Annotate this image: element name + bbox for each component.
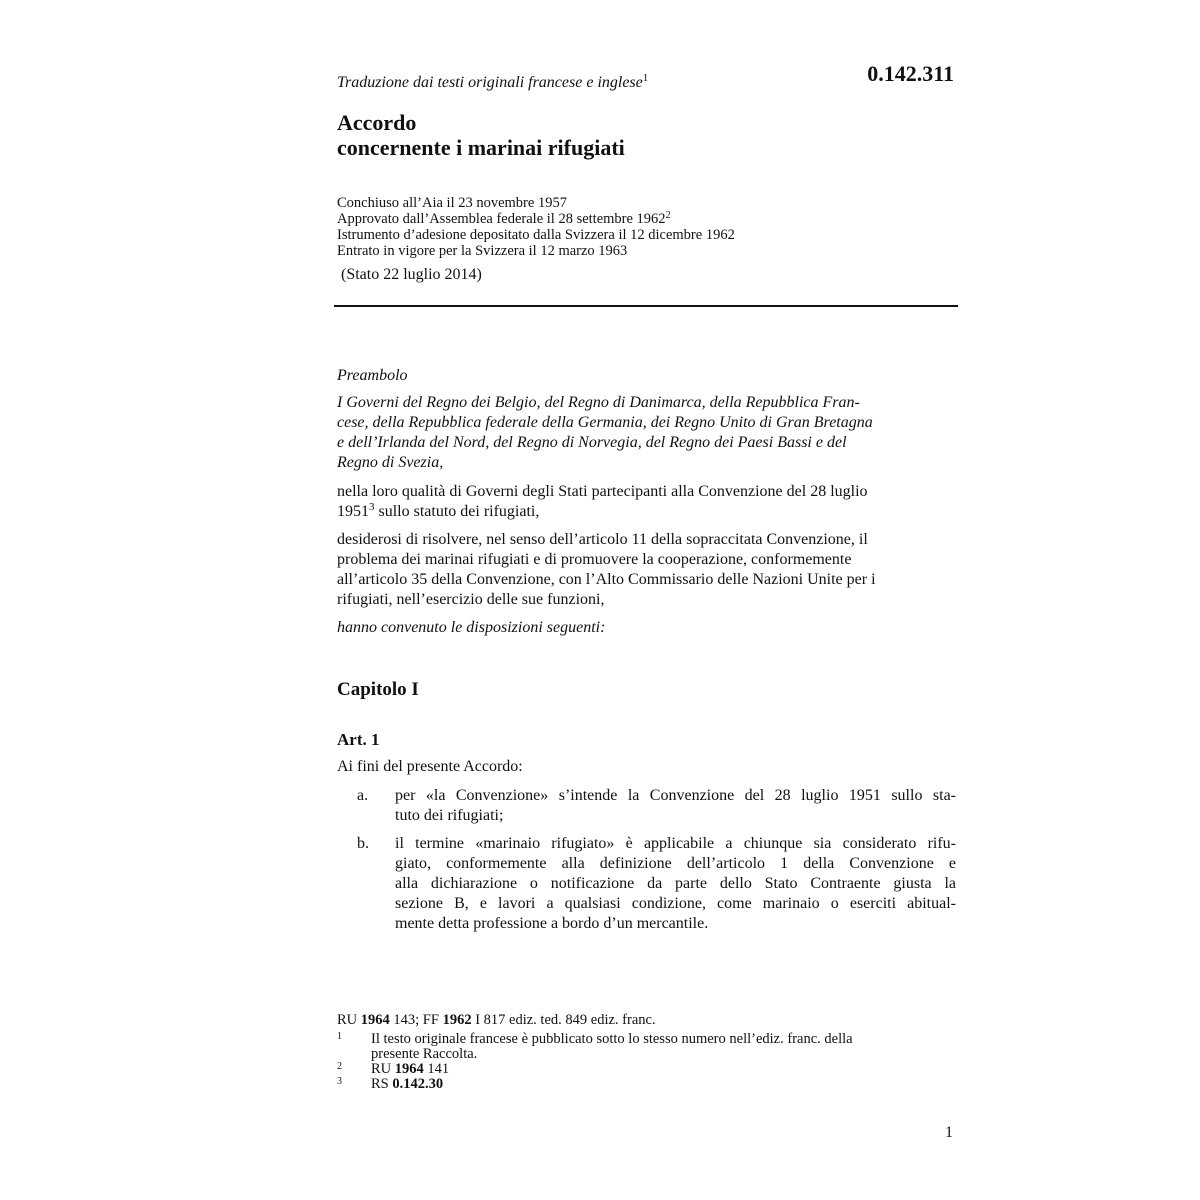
document-title	[337, 110, 625, 160]
article-intro: Ai fini del presente Accordo:	[337, 758, 523, 775]
title-line-1: Accordo	[337, 110, 417, 135]
page-number: 1	[945, 1124, 953, 1141]
footnote-source: RU 1964 143; FF 1962 I 817 ediz. ted. 849 ediz. franc.	[337, 1012, 656, 1028]
footnote-3: 3 RS 0.142.30	[337, 1076, 444, 1092]
chapter-heading: Capitolo I	[337, 679, 419, 700]
preamble-gov-line: e dell’Irlanda del Nord, del Regno di Norvegia, del Regno dei Paesi Bassi e del	[337, 434, 847, 451]
meta-instrument: Istrumento d’adesione depositato dalla Svizzera il 12 dicembre 1962	[337, 227, 735, 243]
document-metadata	[337, 195, 735, 259]
document-number: 0.142.311	[867, 61, 954, 86]
footnote-number: 1	[337, 1031, 342, 1042]
preamble-gov-line: I Governi del Regno dei Belgio, del Regno di Danimarca, della Repubblica Fran-	[337, 394, 860, 411]
footnote-link-rs[interactable]: 0.142.30	[392, 1076, 444, 1092]
footnote-number: 2	[337, 1061, 342, 1072]
footnote-1: 1 Il testo originale francese è pubblicato sotto lo stesso numero nell’ediz. franc. della presente Raccolta.	[337, 1031, 853, 1062]
list-item-text: per «la Convenzione» s’intende la Convenzione del 28 luglio 1951 sullo sta- tuto dei rifugiati;	[395, 787, 956, 824]
footnote-ref-3[interactable]: 3	[369, 501, 375, 513]
preamble-governments	[337, 393, 947, 473]
list-item-text: il termine «marinaio rifugiato» è applicabile a chiunque sia considerato rifu- giato, conformemente alla definizione dell’articolo 1 della Convenzione e alla dichiarazione o notificazione da parte dello Stato Contraente giusta la sezione B, e lavori a qualsiasi condizione, come marinaio o eserciti abitual- mente detta professione a bordo d’un mercantile.	[395, 835, 956, 932]
header-divider	[334, 305, 958, 307]
meta-concluded: Conchiuso all’Aia il 23 novembre 1957	[337, 195, 567, 211]
title-line-2: concernente i marinai rifugiati	[337, 135, 625, 160]
footnotes	[337, 1013, 937, 1092]
translation-note	[337, 74, 648, 92]
preamble-title: Preambolo	[337, 367, 408, 384]
footnote-2: 2 RU 1964 141	[337, 1061, 450, 1077]
preamble-paragraph-1: nella loro qualità di Governi degli Stati partecipanti alla Convenzione del 28 luglio 1951$^3$ sullo statuto dei rifugiati,	[337, 483, 868, 520]
article-heading: Art. 1	[337, 730, 380, 749]
document-state: (Stato 22 luglio 2014)	[341, 266, 482, 283]
meta-approved: Approvato dall’Assemblea federale il 28 settembre 1962$^2$	[337, 210, 671, 227]
list-marker: b.	[357, 835, 369, 852]
footnote-number: 3	[337, 1076, 342, 1087]
preamble-gov-line: Regno di Svezia,	[337, 454, 444, 471]
footnote-ref-1[interactable]: 1	[642, 72, 649, 84]
translation-note-text: Traduzione dai testi originali francese e inglese	[337, 74, 643, 91]
footnote-ref-2[interactable]: 2	[665, 210, 671, 221]
preamble-gov-line: cese, della Repubblica federale della Germania, dei Regno Unito di Gran Bretagna	[337, 414, 873, 431]
preamble-paragraph-3: hanno convenuto le disposizioni seguenti:	[337, 619, 606, 636]
list-marker: a.	[357, 787, 369, 804]
meta-in-force: Entrato in vigore per la Svizzera il 12 marzo 1963	[337, 243, 628, 259]
preamble-paragraph-2: desiderosi di risolvere, nel senso dell’articolo 11 della sopraccitata Convenzione, il problema dei marinai rifugiati e di promuovere la cooperazione, conformemente all’articolo 35 della Convenzione, con l’Alto Commissario delle Nazioni Unite per i rifugiati, nell’esercizio delle sue funzioni,	[337, 531, 876, 608]
